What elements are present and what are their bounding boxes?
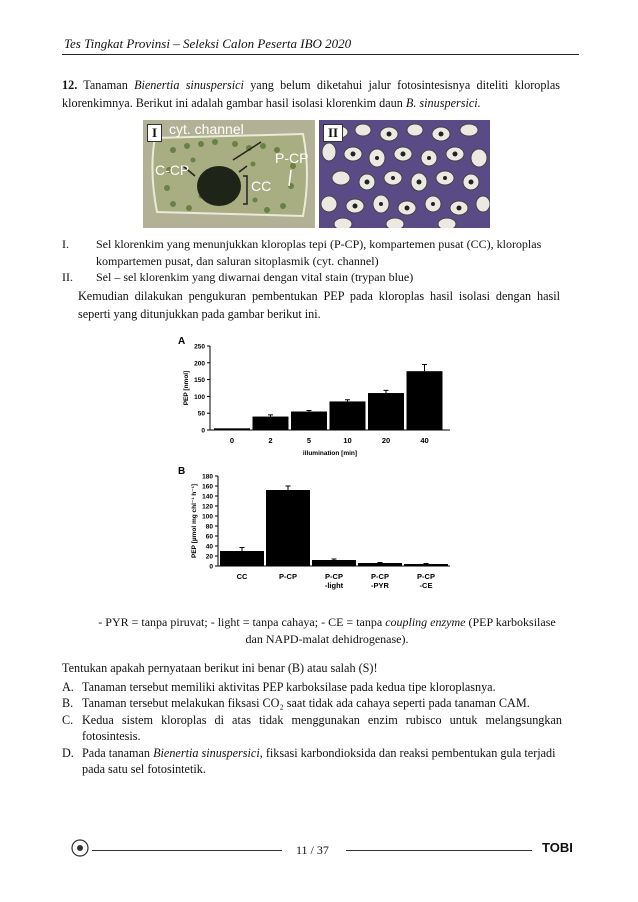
c-cp-label: C-CP	[155, 162, 190, 178]
note-text-1b: coupling enzyme	[385, 615, 466, 629]
y-tick-label: 100	[202, 513, 213, 521]
micrograph-panel-ii	[319, 120, 490, 228]
x-tick-label: 2	[268, 436, 273, 445]
task-section	[62, 660, 562, 778]
statement-text	[82, 745, 562, 778]
institution-logo-icon	[70, 838, 90, 858]
chart-a	[170, 332, 460, 464]
micrograph-panel-i	[143, 120, 315, 228]
bar	[253, 417, 289, 430]
y-tick-label: 80	[205, 523, 213, 531]
list-item	[62, 236, 560, 269]
x-tick-label: 0	[229, 436, 235, 445]
x-tick-label: -light	[324, 581, 344, 590]
species-short: B. sinuspersici.	[405, 96, 481, 110]
list-item-number: I.	[62, 237, 69, 251]
list-item	[62, 269, 560, 286]
figure-description-list	[62, 236, 560, 286]
note-text-1a: - PYR = tanpa piruvat; - light = tanpa cahaya; - CE = tanpa	[98, 615, 386, 629]
header-divider	[62, 54, 579, 55]
x-tick-label: -PYR	[371, 581, 389, 590]
statement-species: Bienertia sinuspersici	[153, 745, 260, 760]
stained-cells-image	[319, 120, 490, 228]
x-tick-label: CC	[236, 572, 248, 581]
task-intro: Tentukan apakah pernyataan berikut ini benar (B) atau salah (S)!	[62, 661, 378, 675]
statement-text: Tanaman tersebut memiliki aktivitas PEP karboksilase pada kedua tipe kloroplasnya.	[82, 679, 496, 694]
y-tick-label: 120	[202, 503, 213, 511]
statement-text: Kedua sistem kloroplas di atas tidak menggunakan enzim rubisco untuk melangsungkan fotosintesis.	[82, 712, 562, 743]
abbreviation-note	[78, 614, 576, 648]
chart-panel-label: A	[178, 336, 186, 347]
x-axis-label: illumination [min]	[302, 450, 358, 457]
y-tick-label: 150	[194, 377, 205, 385]
x-tick-label: P-CP	[417, 572, 435, 581]
y-tick-label: 250	[194, 343, 205, 351]
bar	[312, 560, 356, 566]
statement-number: D.	[62, 745, 74, 760]
y-tick-label: 180	[202, 473, 213, 481]
page-number: 11 / 37	[296, 843, 329, 857]
footer-rule-left	[92, 850, 282, 851]
bar	[330, 401, 366, 430]
cc-label: CC	[251, 178, 272, 194]
statement-text-a: Pada tanaman	[82, 745, 154, 760]
statement-text: Tanaman tersebut melakukan fiksasi CO₂ saat tidak ada cahaya seperti pada tanaman CAM.	[82, 696, 530, 710]
y-tick-label: 50	[197, 410, 205, 418]
bar	[358, 563, 402, 566]
y-axis-label: PEP [nmol]	[183, 370, 190, 406]
bar	[407, 371, 443, 430]
statement-number: B.	[62, 696, 74, 710]
y-tick-label: 20	[205, 553, 213, 561]
chart-b	[170, 462, 460, 602]
bar	[214, 428, 250, 430]
statement-text-c: , fiksasi karbondioksida dan reaksi pembentukan gula terjadi pada satu sel fotosintetik.	[82, 745, 556, 776]
brand-logo: TOBI	[542, 840, 573, 855]
x-tick-label: P-CP	[279, 572, 297, 581]
note-text-1c: (PEP karboksilase	[465, 615, 556, 629]
y-tick-label: 100	[194, 393, 205, 401]
bar	[266, 490, 310, 566]
y-tick-label: 0	[209, 563, 213, 571]
statement-item	[62, 712, 562, 745]
x-tick-label: P-CP	[371, 572, 389, 581]
page-header-title: Tes Tingkat Provinsi – Seleksi Calon Peserta IBO 2020	[64, 36, 352, 51]
statement-number: A.	[62, 679, 74, 694]
measurement-paragraph: Kemudian dilakukan pengukuran pembentukan PEP pada kloroplas hasil isolasi dengan hasil seperti yang ditunjukkan pada gambar berikut ini.	[78, 289, 560, 321]
intro-text-1: Tanaman	[83, 78, 135, 92]
species-name: Bienertia sinuspersici	[134, 78, 244, 92]
list-item-number: II.	[62, 270, 73, 284]
cyt-channel-label: cyt. channel	[169, 121, 244, 137]
y-tick-label: 200	[194, 360, 205, 368]
y-axis-label: PEP [µmol mg chl⁻¹ h⁻¹]	[191, 483, 198, 559]
p-cp-label: P-CP	[275, 150, 309, 166]
x-tick-label: 5	[306, 436, 312, 445]
y-tick-label: 160	[202, 483, 213, 491]
y-tick-label: 40	[205, 543, 213, 551]
question-intro	[62, 76, 560, 112]
footer-rule-right	[346, 850, 532, 851]
note-text-2: dan NAPD-malat dehidrogenase).	[245, 632, 409, 646]
x-tick-label: -CE	[419, 581, 433, 590]
chart-panel-label: B	[178, 466, 186, 477]
bar	[291, 412, 327, 430]
x-tick-label: 10	[343, 436, 352, 445]
question-number: 12.	[62, 78, 78, 92]
statement-item	[62, 745, 562, 778]
y-tick-label: 60	[205, 533, 213, 541]
statement-item	[62, 695, 562, 712]
list-item-text: Sel – sel klorenkim yang diwarnai dengan vital stain (trypan blue)	[96, 270, 414, 284]
bar	[368, 393, 404, 430]
y-tick-label: 0	[201, 427, 205, 435]
list-item-text: Sel klorenkim yang menunjukkan kloroplas tepi (P-CP), kompartemen pusat (CC), kloroplas kompartemen pusat, dan saluran sitoplasmik (cyt. channel)	[96, 237, 542, 268]
panel-i-label: I	[147, 124, 162, 142]
micrograph-figure	[143, 120, 490, 228]
statement-number: C.	[62, 712, 74, 727]
bar	[404, 564, 448, 566]
x-tick-label: P-CP	[325, 572, 343, 581]
x-tick-label: 40	[420, 436, 429, 445]
statement-item	[62, 679, 562, 696]
bar	[220, 551, 264, 566]
y-tick-label: 140	[202, 493, 213, 501]
intro-text-2: yang belum diketahui jalur fotosintesisnya diteliti kloroplas klorenkimnya. Berikut ini adalah gambar hasil isolasi klorenkim daun	[62, 78, 560, 110]
x-tick-label: 20	[381, 436, 391, 445]
panel-ii-label: II	[323, 124, 343, 142]
